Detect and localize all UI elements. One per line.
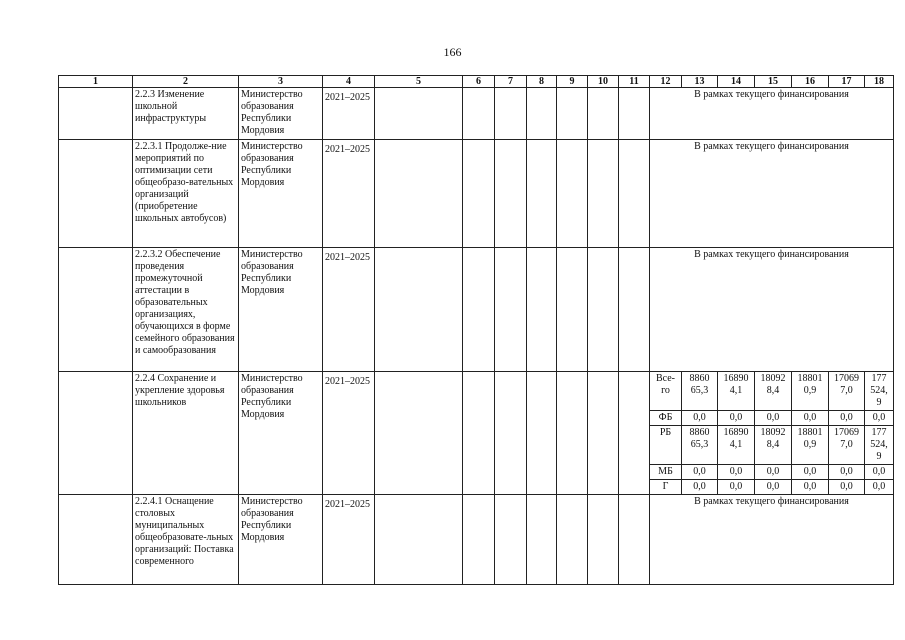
funding-value: 0,0 [718,465,755,480]
executor-cell: Министерство образования Республики Мордовия [239,88,323,140]
table-row [59,248,894,372]
table-row [59,372,894,411]
period-cell: 2021–2025 [323,372,375,495]
empty-cell [527,372,557,495]
empty-cell [59,248,133,372]
funding-value: 0,0 [682,465,718,480]
funding-value: 0,0 [792,465,829,480]
funding-value: 8860 65,3 [682,372,718,411]
executor-cell: Министерство образования Республики Мордовия [239,495,323,585]
empty-cell [557,495,588,585]
measure-cell: 2.2.4 Сохранение и укрепление здоровья школьников [133,372,239,495]
column-number-row [59,76,894,88]
column-number: 12 [650,76,682,88]
period-cell: 2021–2025 [323,140,375,248]
funding-value: 0,0 [755,465,792,480]
empty-cell [463,88,495,140]
funding-value: 177 524, 9 [865,426,894,465]
funding-value: 18801 0,9 [792,426,829,465]
funding-value: 16890 4,1 [718,372,755,411]
empty-cell [375,372,463,495]
column-number: 17 [829,76,865,88]
funding-value: 0,0 [865,465,894,480]
column-number: 6 [463,76,495,88]
empty-cell [59,495,133,585]
empty-cell [375,140,463,248]
period-cell: 2021–2025 [323,248,375,372]
empty-cell [557,88,588,140]
funding-source-municipal: МБ [650,465,682,480]
executor-cell: Министерство образования Республики Мордовия [239,372,323,495]
column-number: 18 [865,76,894,88]
empty-cell [527,495,557,585]
column-number: 14 [718,76,755,88]
empty-cell [495,248,527,372]
funding-value: 0,0 [755,411,792,426]
measure-cell: 2.2.3.1 Продолже-ние мероприятий по оптимизации сети общеобразо-вательных организаций (приобретение школьных автобусов) [133,140,239,248]
empty-cell [557,372,588,495]
financing-note: В рамках текущего финансирования [650,140,894,248]
empty-cell [619,248,650,372]
funding-value: 18092 8,4 [755,372,792,411]
empty-cell [619,88,650,140]
funding-value: 0,0 [682,411,718,426]
column-number: 1 [59,76,133,88]
column-number: 3 [239,76,323,88]
table-row [59,88,894,140]
empty-cell [463,248,495,372]
column-number: 10 [588,76,619,88]
funding-source-other: Г [650,480,682,495]
empty-cell [495,495,527,585]
empty-cell [619,140,650,248]
column-number: 16 [792,76,829,88]
funding-value: 177 524, 9 [865,372,894,411]
column-number: 5 [375,76,463,88]
empty-cell [495,140,527,248]
page-number: 166 [443,45,462,59]
funding-value: 0,0 [792,480,829,495]
column-number: 2 [133,76,239,88]
measure-cell: 2.2.4.1 Оснащение столовых муниципальных общеобразовате-льных организаций: Поставка современного [133,495,239,585]
empty-cell [527,140,557,248]
funding-source-federal: ФБ [650,411,682,426]
empty-cell [588,140,619,248]
empty-cell [463,140,495,248]
column-number: 11 [619,76,650,88]
program-measures-table [58,75,894,585]
column-number: 9 [557,76,588,88]
empty-cell [588,88,619,140]
empty-cell [557,140,588,248]
empty-cell [375,248,463,372]
funding-value: 0,0 [865,480,894,495]
empty-cell [619,372,650,495]
funding-value: 18092 8,4 [755,426,792,465]
empty-cell [588,248,619,372]
funding-value: 17069 7,0 [829,426,865,465]
funding-value: 0,0 [718,411,755,426]
empty-cell [59,372,133,495]
empty-cell [375,88,463,140]
empty-cell [588,495,619,585]
empty-cell [59,140,133,248]
funding-value: 0,0 [682,480,718,495]
measure-cell: 2.2.3.2 Обеспечение проведения промежуточной аттестации в образовательных организациях, обучающихся в форме семейного образования и самообразования [133,248,239,372]
funding-value: 0,0 [755,480,792,495]
funding-value: 17069 7,0 [829,372,865,411]
financing-note: В рамках текущего финансирования [650,495,894,585]
empty-cell [527,88,557,140]
empty-cell [588,372,619,495]
column-number: 7 [495,76,527,88]
empty-cell [59,88,133,140]
scan-artifact [720,8,900,16]
financing-note: В рамках текущего финансирования [650,248,894,372]
column-number: 15 [755,76,792,88]
funding-value: 0,0 [829,480,865,495]
funding-value: 0,0 [829,411,865,426]
funding-value: 18801 0,9 [792,372,829,411]
funding-source-regional: РБ [650,426,682,465]
empty-cell [495,88,527,140]
column-number: 4 [323,76,375,88]
empty-cell [463,372,495,495]
funding-value: 0,0 [829,465,865,480]
executor-cell: Министерство образования Республики Мордовия [239,140,323,248]
funding-value: 0,0 [865,411,894,426]
table-row [59,140,894,248]
executor-cell: Министерство образования Республики Мордовия [239,248,323,372]
column-number: 13 [682,76,718,88]
funding-value: 0,0 [792,411,829,426]
table-row [59,495,894,585]
empty-cell [557,248,588,372]
funding-source-total: Все-го [650,372,682,411]
funding-value: 8860 65,3 [682,426,718,465]
empty-cell [463,495,495,585]
period-cell: 2021–2025 [323,495,375,585]
measure-cell: 2.2.3 Изменение школьной инфраструктуры [133,88,239,140]
period-cell: 2021–2025 [323,88,375,140]
column-number: 8 [527,76,557,88]
financing-note: В рамках текущего финансирования [650,88,894,140]
empty-cell [375,495,463,585]
empty-cell [527,248,557,372]
empty-cell [495,372,527,495]
empty-cell [619,495,650,585]
funding-value: 16890 4,1 [718,426,755,465]
funding-value: 0,0 [718,480,755,495]
